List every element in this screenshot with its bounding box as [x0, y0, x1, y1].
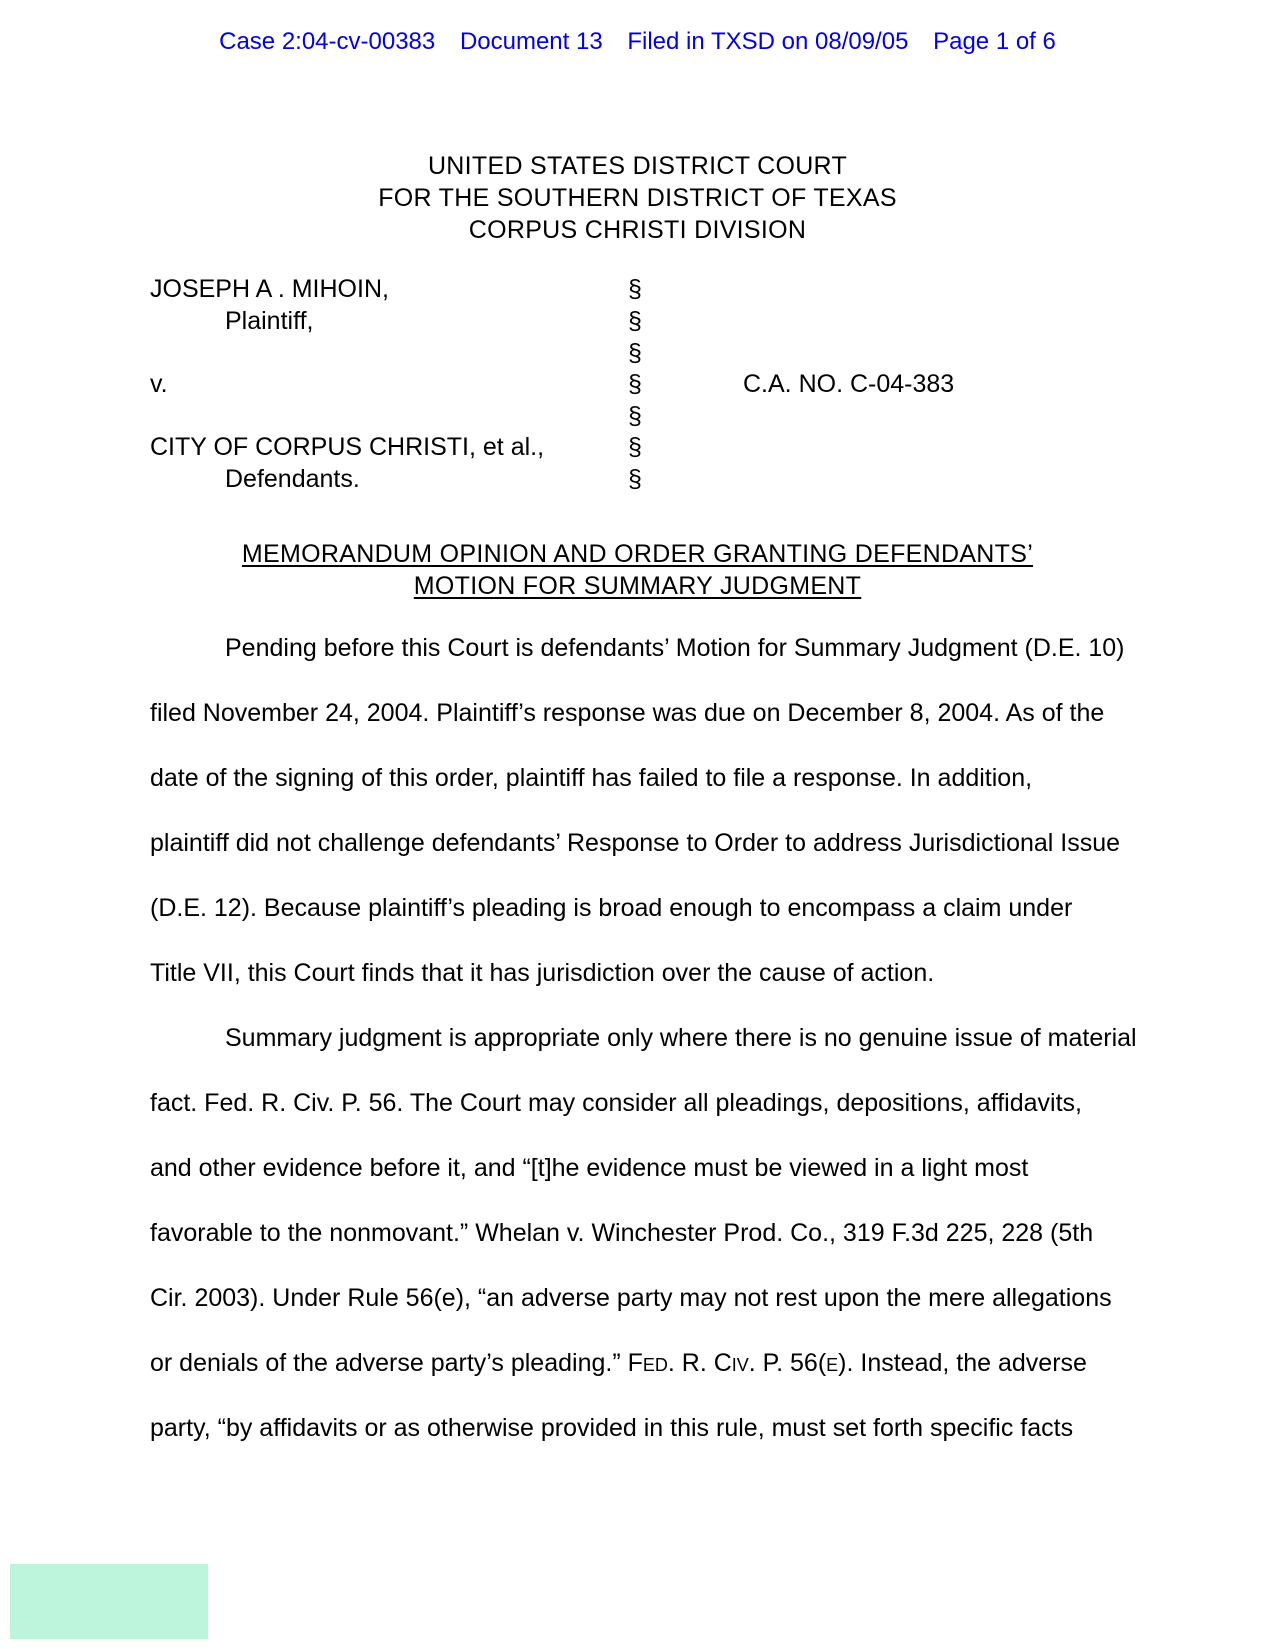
body-line	[150, 1347, 1087, 1379]
body-line: Summary judgment is appropriate only where there is no genuine issue of material	[225, 1024, 1137, 1052]
body-line: Title VII, this Court finds that it has jurisdiction over the cause of action.	[150, 959, 935, 987]
section-symbol: §	[628, 307, 642, 335]
case-number-stamp: Case 2:04-cv-00383	[219, 28, 436, 55]
plaintiff-role: Plaintiff,	[225, 307, 314, 335]
court-district: FOR THE SOUTHERN DISTRICT OF TEXAS	[378, 184, 897, 212]
body-text: or denials of the adverse party’s pleading.”	[150, 1349, 628, 1377]
body-line: and other evidence before it, and “[t]he evidence must be viewed in a light most	[150, 1154, 1029, 1182]
plaintiff-name: JOSEPH A . MIHOIN,	[150, 275, 389, 303]
versus-label: v.	[150, 370, 168, 398]
filing-header	[0, 28, 1275, 56]
body-line: favorable to the nonmovant.” Whelan v. Winchester Prod. Co., 319 F.3d 225, 228 (5th	[150, 1219, 1094, 1247]
body-text: Instead, the adverse	[853, 1349, 1087, 1377]
document-number-stamp: Document 13	[459, 28, 603, 55]
section-symbol: §	[628, 339, 642, 367]
body-line: party, “by affidavits or as otherwise provided in this rule, must set forth specific facts	[150, 1414, 1074, 1442]
body-line: fact. Fed. R. Civ. P. 56. The Court may consider all pleadings, depositions, affidavits,	[150, 1089, 1082, 1117]
body-line: filed November 24, 2004. Plaintiff’s response was due on December 8, 2004. As of the	[150, 699, 1105, 727]
court-name: UNITED STATES DISTRICT COURT	[427, 152, 848, 180]
section-symbol: §	[628, 370, 642, 398]
section-symbol: §	[628, 465, 642, 493]
section-symbol: §	[628, 402, 642, 430]
corner-highlight-block	[10, 1564, 208, 1639]
court-heading	[0, 150, 1275, 246]
civil-action-number: C.A. NO. C-04-383	[743, 370, 955, 398]
title-line: MEMORANDUM OPINION AND ORDER GRANTING DEFENDANTS’	[241, 540, 1034, 568]
section-symbol: §	[628, 433, 642, 461]
page-count-stamp: Page 1 of 6	[933, 28, 1056, 55]
defendant-name: CITY OF CORPUS CHRISTI, et al.,	[150, 433, 545, 461]
document-title	[0, 538, 1275, 602]
body-line: Pending before this Court is defendants’ Motion for Summary Judgment (D.E. 10)	[225, 634, 1125, 662]
filed-date-stamp: Filed in TXSD on 08/09/05	[627, 28, 909, 55]
court-division: CORPUS CHRISTI DIVISION	[468, 216, 807, 244]
body-line: plaintiff did not challenge defendants’ Response to Order to address Jurisdictional Issue	[150, 829, 1121, 857]
body-line: (D.E. 12). Because plaintiff’s pleading is broad enough to encompass a claim under	[150, 894, 1073, 922]
rule-citation: Fed. R. Civ. P. 56(e).	[627, 1349, 854, 1377]
section-symbol: §	[628, 275, 642, 303]
body-line: Cir. 2003). Under Rule 56(e), “an adverse party may not rest upon the mere allegations	[150, 1284, 1112, 1312]
defendant-role: Defendants.	[225, 465, 360, 493]
title-line: MOTION FOR SUMMARY JUDGMENT	[413, 572, 862, 600]
body-line: date of the signing of this order, plaintiff has failed to file a response. In addition,	[150, 764, 1033, 792]
